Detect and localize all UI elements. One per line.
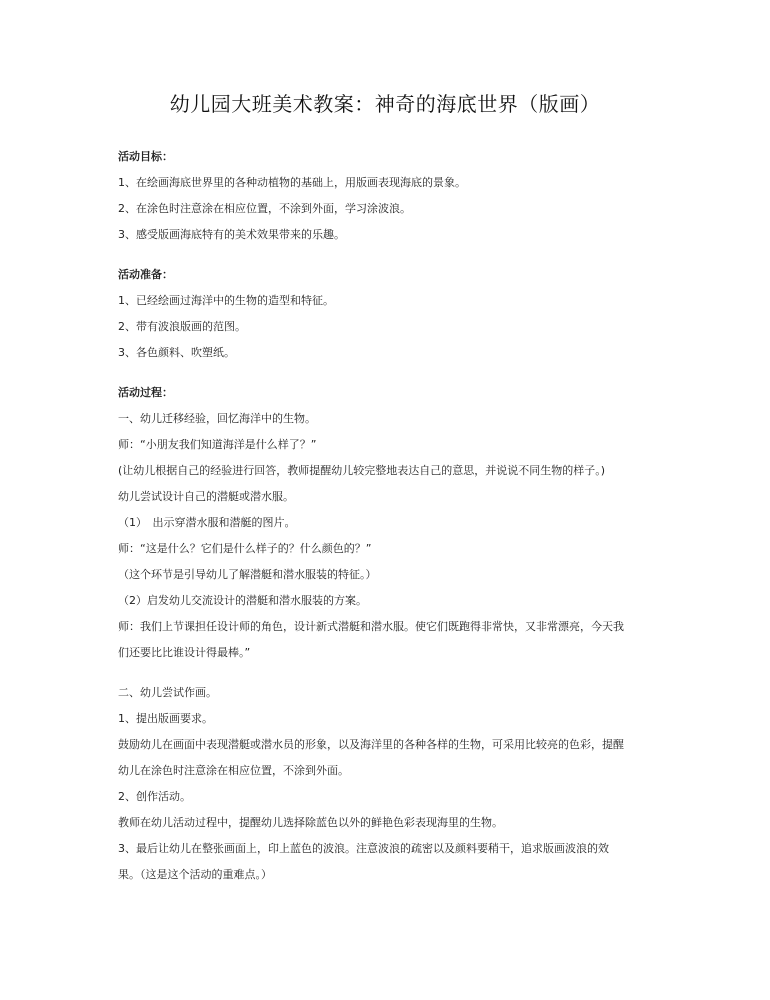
process-line: (让幼儿根据自己的经验进行回答，教师提醒幼儿较完整地表达自己的意思，并说说不同生物的样子。) — [118, 464, 606, 477]
process-line: 二、幼儿尝试作画。 — [118, 686, 217, 699]
goal-item-3: 3、感受版画海底特有的美术效果带来的乐趣。 — [118, 228, 345, 241]
process-line: 一、幼儿迁移经验，回忆海洋中的生物。 — [118, 412, 316, 425]
process-line: 1、提出版画要求。 — [118, 712, 213, 725]
process-line: 2、创作活动。 — [118, 790, 191, 803]
process-line: 果。（这是这个活动的重难点。） — [118, 868, 272, 881]
preparation-item-3: 3、各色颜料、吹塑纸。 — [118, 346, 235, 359]
section-gap — [118, 666, 658, 680]
process-line: 师：我们上节课担任设计师的角色，设计新式潜艇和潜水服。使它们既跑得非常快，又非常漂亮，今天我 — [118, 620, 624, 633]
preparation-item-1: 1、已经绘画过海洋中的生物的造型和特征。 — [118, 294, 334, 307]
document-body — [118, 144, 658, 888]
section-gap — [118, 248, 658, 262]
preparation-item-2: 2、带有波浪版画的范图。 — [118, 320, 246, 333]
process-line: 鼓励幼儿在画面中表现潜艇或潜水员的形象，以及海洋里的各种各样的生物，可采用比较亮的色彩，提醒 — [118, 738, 624, 751]
process-line: 3、最后让幼儿在整张画面上，印上蓝色的波浪。注意波浪的疏密以及颜料要稍干，追求版画波浪的效 — [118, 842, 609, 855]
section-heading-goals: 活动目标： — [118, 150, 173, 163]
process-line: 们还要比比谁设计得最棒。” — [118, 646, 251, 659]
process-line: 师：“这是什么？它们是什么样子的？什么颜色的？” — [118, 542, 372, 555]
process-line: 师：“小朋友我们知道海洋是什么样了？” — [118, 438, 317, 451]
goal-item-2: 2、在涂色时注意涂在相应位置，不涂到外面，学习涂波浪。 — [118, 202, 411, 215]
section-heading-process: 活动过程： — [118, 386, 173, 399]
section-heading-preparation: 活动准备： — [118, 268, 173, 281]
process-line: （1） 出示穿潜水服和潜艇的图片。 — [118, 516, 296, 529]
process-line: （这个环节是引导幼儿了解潜艇和潜水服装的特征。） — [118, 568, 377, 581]
process-line: （2）启发幼儿交流设计的潜艇和潜水服装的方案。 — [118, 594, 367, 607]
section-gap — [118, 366, 658, 380]
process-line: 幼儿尝试设计自己的潜艇或潜水服。 — [118, 490, 294, 503]
goal-item-1: 1、在绘画海底世界里的各种动植物的基础上，用版画表现海底的景象。 — [118, 176, 466, 189]
process-line: 幼儿在涂色时注意涂在相应位置，不涂到外面。 — [118, 764, 349, 777]
document-title: 幼儿园大班美术教案：神奇的海底世界（版画） — [169, 92, 601, 116]
process-line: 教师在幼儿活动过程中，提醒幼儿选择除蓝色以外的鲜艳色彩表现海里的生物。 — [118, 816, 503, 829]
